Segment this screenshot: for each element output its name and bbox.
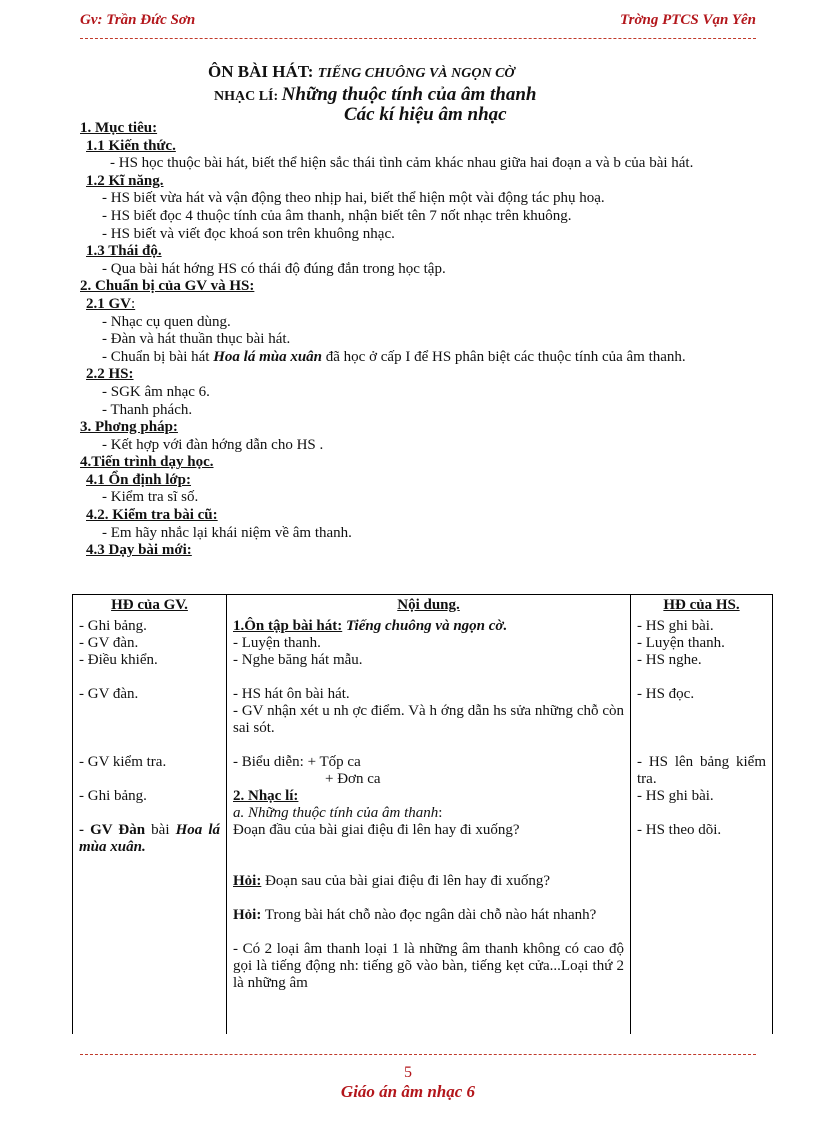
song-title: TIẾNG CHUÔNG VÀ NGỌN CỜ bbox=[317, 66, 515, 81]
lesson-body bbox=[80, 120, 778, 560]
subsection-colon: : bbox=[131, 295, 136, 312]
gv-text: bài bbox=[145, 822, 176, 838]
gv-cell bbox=[73, 616, 227, 1034]
content-subheading bbox=[233, 805, 624, 822]
subsection-heading: 4.2. Kiểm tra bài cũ: bbox=[86, 507, 218, 524]
content-item: + Đơn ca bbox=[325, 771, 381, 787]
list-item: - Đàn và hát thuần thục bài hát. bbox=[102, 331, 291, 348]
gv-item: - Ghi bảng. bbox=[79, 618, 147, 634]
content-heading bbox=[233, 618, 624, 635]
question-text: Đoạn sau của bài giai điệu đi lên hay đi xuống? bbox=[261, 873, 551, 889]
list-item: - HS biết vừa hát và vận động theo nhịp hai, biết thể hiện một vài động tác phụ hoạ. bbox=[102, 190, 605, 207]
content-cell bbox=[227, 616, 631, 1034]
header-teacher: Gv: Trần Đức Sơn bbox=[80, 12, 196, 28]
hs-item: - HS ghi bài. bbox=[637, 788, 714, 804]
section-heading: 3. Phơng pháp: bbox=[80, 419, 178, 436]
section-heading: 4.Tiến trình dạy học. bbox=[80, 454, 214, 471]
list-item: - Thanh phách. bbox=[102, 401, 193, 418]
subsection-heading: 4.3 Dạy bài mới: bbox=[86, 542, 192, 559]
theory-title bbox=[214, 84, 536, 106]
table-header-row bbox=[73, 595, 773, 617]
paragraph-text: đã học ở cấp I để HS phân biệt các thuộc tính của âm thanh. bbox=[322, 348, 686, 365]
content-song: Tiếng chuông và ngọn cờ. bbox=[342, 618, 508, 634]
page-number: 5 bbox=[404, 1064, 412, 1081]
content-heading-label: 1.Ôn tập bài hát: bbox=[233, 618, 343, 634]
section-heading: 1. Mục tiêu: bbox=[80, 120, 158, 136]
question-label: Hỏi: bbox=[233, 873, 262, 889]
lesson-table bbox=[72, 594, 773, 1034]
list-item: - Em hãy nhắc lại khái niệm về âm thanh. bbox=[102, 524, 352, 541]
gv-action: - GV Đàn bbox=[79, 822, 146, 838]
theory-prefix: NHẠC LÍ: bbox=[214, 89, 279, 104]
theory-line1: Những thuộc tính của âm thanh bbox=[281, 84, 537, 105]
paragraph-text: - Chuẩn bị bài hát bbox=[102, 348, 214, 365]
subsection-heading: 1.1 Kiến thức. bbox=[86, 137, 176, 154]
content-item: Đoạn đầu của bài giai điệu đi lên hay đi xuống? bbox=[233, 822, 520, 838]
subsection-heading: 2.2 HS: bbox=[86, 366, 134, 383]
list-item: - Kiểm tra sĩ số. bbox=[102, 489, 199, 506]
theory-line2: Các kí hiệu âm nhạc bbox=[344, 104, 507, 125]
list-item: - HS biết đọc 4 thuộc tính của âm thanh, nhận biết tên 7 nốt nhạc trên khuông. bbox=[102, 207, 572, 224]
content-item bbox=[233, 907, 624, 924]
footer-divider bbox=[80, 1054, 756, 1055]
list-item: - SGK âm nhạc 6. bbox=[102, 383, 210, 400]
hs-cell bbox=[631, 616, 773, 1034]
gv-song: Hoa lá mùa xuân. bbox=[79, 822, 220, 855]
header-divider bbox=[80, 38, 756, 39]
gv-item: - GV đàn. bbox=[79, 686, 139, 702]
paragraph bbox=[80, 155, 778, 173]
content-item: - Nghe băng hát mẫu. bbox=[233, 652, 363, 668]
question-text: Trong bài hát chỗ nào đọc ngân dài chỗ nào hát nhanh? bbox=[261, 907, 597, 923]
subsection-heading bbox=[80, 296, 778, 314]
gv-item: - Điều khiển. bbox=[79, 652, 158, 668]
paragraph-text: - HS học thuộc bài hát, biết thể hiện sắc thái tình cảm khác nhau giữa hai đoạn a và b của bài hát. bbox=[110, 155, 694, 172]
list-item: - Nhạc cụ quen dùng. bbox=[102, 313, 231, 330]
content-colon: : bbox=[438, 805, 443, 821]
paragraph bbox=[80, 349, 778, 367]
col-header-gv: HĐ của GV. bbox=[73, 595, 227, 617]
hs-item: - HS nghe. bbox=[637, 652, 702, 668]
hs-item: - Luyện thanh. bbox=[637, 635, 725, 651]
lesson-title bbox=[208, 62, 515, 82]
subsection-heading: 1.3 Thái độ. bbox=[86, 243, 162, 260]
lesson-prefix: ÔN BÀI HÁT: bbox=[208, 62, 314, 81]
content-item: - HS hát ôn bài hát. bbox=[233, 686, 350, 702]
list-item: - Qua bài hát hớng HS có thái độ đúng đắn trong học tập. bbox=[102, 260, 446, 277]
col-header-hs: HĐ của HS. bbox=[631, 595, 773, 617]
header-school: Trờng PTCS Vạn Yên bbox=[620, 12, 756, 28]
gv-item: - Ghi bảng. bbox=[79, 788, 147, 804]
content-item bbox=[233, 873, 624, 890]
hs-item: - HS lên bảng kiểm tra. bbox=[637, 754, 766, 787]
footer-title: Giáo án âm nhạc 6 bbox=[340, 1082, 476, 1101]
subsection-heading: 4.1 Ổn định lớp: bbox=[86, 471, 192, 488]
subsection-label: 2.1 GV bbox=[86, 295, 131, 312]
question-label: Hỏi: bbox=[233, 907, 262, 923]
content-item: - Biểu diễn: + Tốp ca bbox=[233, 754, 361, 770]
table-row bbox=[73, 616, 773, 1034]
content-item: - GV nhận xét u nh ợc điểm. Và h ớng dẫn hs sửa những chỗ còn sai sót. bbox=[233, 703, 624, 736]
list-item: - HS biết và viết đọc khoá son trên khuông nhạc. bbox=[102, 225, 395, 242]
hs-item: - HS ghi bài. bbox=[637, 618, 714, 634]
subsection-heading: 1.2 Kĩ năng. bbox=[86, 172, 164, 189]
gv-item: - GV kiểm tra. bbox=[79, 754, 167, 770]
col-header-content: Nội dung. bbox=[227, 595, 631, 617]
content-item: - Có 2 loại âm thanh loại 1 là những âm thanh không có cao độ gọi là tiếng động nh: tiếng gõ vào bàn, tiếng kẹt cửa...Loại thứ 2 là những âm bbox=[233, 941, 624, 991]
page-header bbox=[80, 10, 756, 36]
hs-item: - HS đọc. bbox=[637, 686, 695, 702]
section-heading: 2. Chuẩn bị của GV và HS: bbox=[80, 278, 255, 295]
gv-item: - GV đàn. bbox=[79, 635, 139, 651]
song-reference: Hoa lá mùa xuân bbox=[213, 348, 323, 365]
content-heading bbox=[233, 788, 624, 805]
list-item: - Kết hợp với đàn hớng dẫn cho HS . bbox=[102, 436, 324, 453]
content-subheading-text: a. Những thuộc tính của âm thanh bbox=[233, 805, 439, 821]
gv-item bbox=[79, 822, 220, 856]
content-item: - Luyện thanh. bbox=[233, 635, 321, 651]
content-heading-label: 2. Nhạc lí: bbox=[233, 788, 299, 804]
hs-item: - HS theo dõi. bbox=[637, 822, 722, 838]
